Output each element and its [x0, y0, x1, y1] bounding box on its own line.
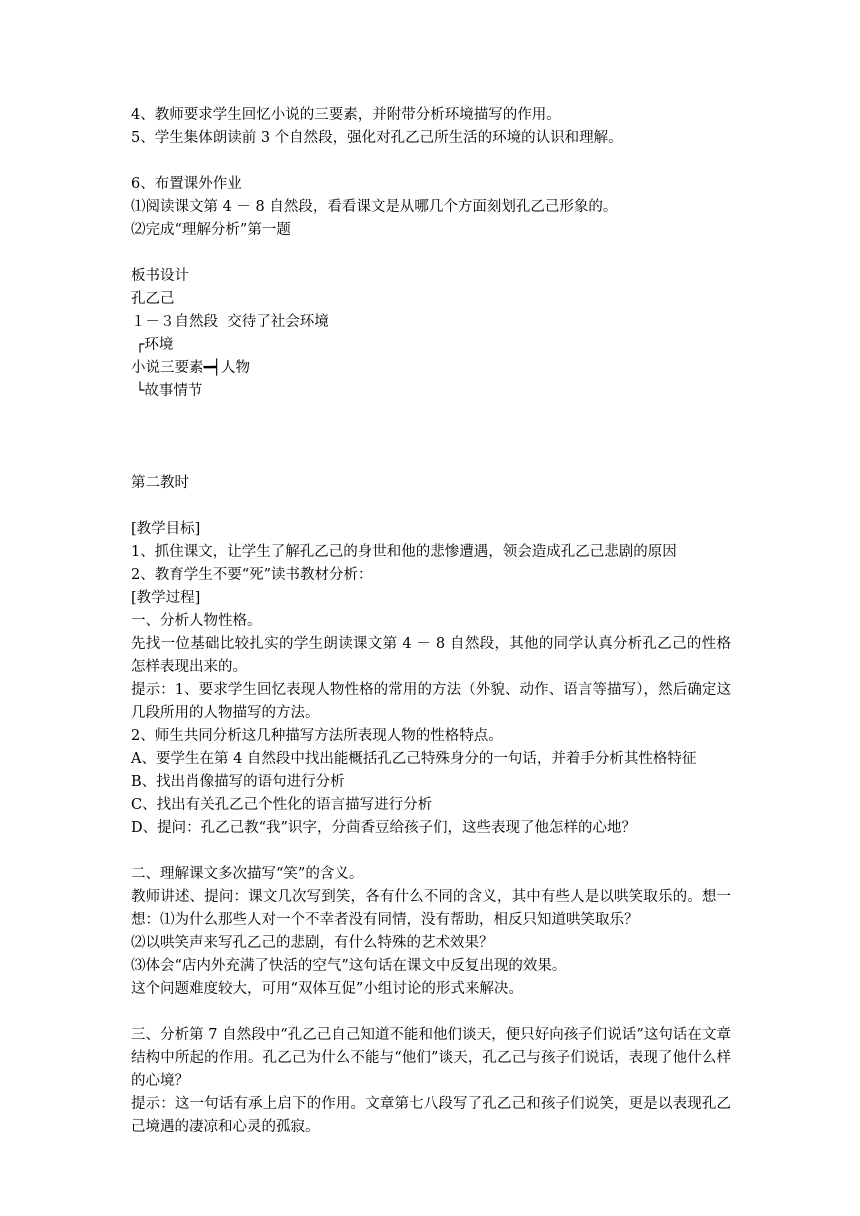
part-2-paragraph-1: 教师讲述、提问：课文几次写到笑，各有什么不同的含义，其中有些人是以哄笑取乐的。想一想：⑴为什么那些人对一个不幸者没有同情，没有帮助，相反只知道哄笑取乐？ [131, 889, 731, 928]
part-1-title: 一、分析人物性格。 [131, 613, 262, 629]
part-2-question-3: ⑶体会“店内外充满了快活的空气”这句话在课文中反复出现的效果。 [131, 958, 567, 974]
part-1-item-b: B、找出肖像描写的语句进行分析 [131, 774, 345, 790]
document-body [131, 104, 731, 1139]
process-label: [教学过程] [131, 590, 201, 606]
part-1-item-d: D、提问：孔乙己教“我”识字，分茴香豆给孩子们，这些表现了他怎样的心地？ [131, 820, 636, 836]
board-row-1: １－３自然段 交待了社会环境 [131, 314, 329, 330]
goal-2: 2、教育学生不要“死”读书教材分析： [131, 567, 373, 583]
board-heading: 板书设计 [131, 268, 189, 284]
board-title: 孔乙己 [131, 291, 175, 307]
part-1-item-a: A、要学生在第 4 自然段中找出能概括孔乙己特殊身分的一句话，并着手分析其性格特征 [131, 751, 697, 767]
part-1-item-c: C、找出有关孔乙己个性化的语言描写进行分析 [131, 797, 433, 813]
step-5: 5、学生集体朗读前 3 个自然段，强化对孔乙己所生活的环境的认识和理解。 [131, 130, 623, 146]
part-2-question-2: ⑵以哄笑声来写孔乙己的悲剧，有什么特殊的艺术效果？ [131, 935, 494, 951]
part-2-note: 这个问题难度较大，可用“双体互促”小组讨论的形式来解决。 [131, 981, 523, 997]
part-1-paragraph-1: 先找一位基础比较扎实的学生朗读课文第 4 － 8 自然段，其他的同学认真分析孔乙己的性格怎样表现出来的。 [131, 636, 731, 675]
part-1-paragraph-2: 提示：1、要求学生回忆表现人物性格的常用的方法（外貌、动作、语言等描写），然后确定这几段所用的人物描写的方法。 [131, 682, 731, 721]
goals-label: [教学目标] [131, 521, 201, 537]
homework-1: ⑴阅读课文第 4 － 8 自然段，看看课文是从哪几个方面刻划孔乙己形象的。 [131, 199, 618, 215]
board-row-2: ┌环境 [131, 337, 174, 353]
lesson-2-heading: 第二教时 [131, 475, 189, 491]
step-6: 6、布置课外作业 [131, 176, 242, 192]
board-row-3: 小说三要素━┥人物 [131, 360, 250, 376]
goal-1: 1、抓住课文，让学生了解孔乙己的身世和他的悲惨遭遇，领会造成孔乙己悲剧的原因 [131, 544, 677, 560]
step-4: 4、教师要求学生回忆小说的三要素，并附带分析环境描写的作用。 [131, 107, 561, 123]
part-2-title: 二、理解课文多次描写“笑”的含义。 [131, 866, 364, 882]
part-3-paragraph-1: 三、分析第 7 自然段中“孔乙己自己知道不能和他们谈天，便只好向孩子们说话”这句话在文章结构中所起的作用。孔乙己为什么不能与“他们”谈天，孔乙己与孩子们说话，表现了他什么样的心境？ [131, 1027, 731, 1089]
board-row-4: └故事情节 [131, 383, 203, 399]
part-3-paragraph-2: 提示：这一句话有承上启下的作用。文章第七八段写了孔乙己和孩子们说笑，更是以表现孔乙己境遇的凄凉和心灵的孤寂。 [131, 1096, 731, 1135]
homework-2: ⑵完成“理解分析”第一题 [131, 222, 291, 238]
part-1-paragraph-3: 2、师生共同分析这几种描写方法所表现人物的性格特点。 [131, 728, 503, 744]
